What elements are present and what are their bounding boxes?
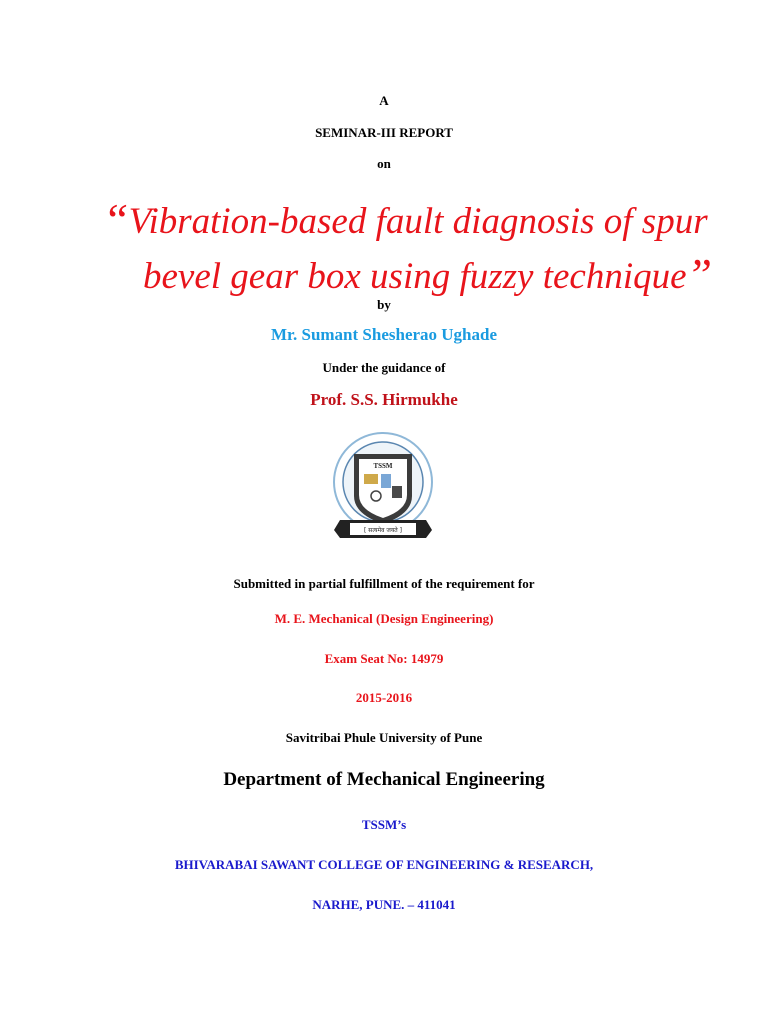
close-quote: ” <box>686 249 713 300</box>
university: Savitribai Phule University of Pune <box>285 730 483 745</box>
book-icon <box>364 474 378 484</box>
title-line-2-text: bevel gear box using fuzzy technique <box>143 256 687 297</box>
degree: M. E. Mechanical (Design Engineering) <box>274 611 494 626</box>
open-quote: “ <box>103 194 129 245</box>
college-address: NARHE, PUNE. – 411041 <box>312 897 456 912</box>
report-type: SEMINAR-III REPORT <box>315 125 453 140</box>
report-title-line-1 <box>0 193 768 246</box>
college-logo <box>328 430 438 546</box>
department: Department of Mechanical Engineering <box>223 769 545 790</box>
submission-statement: Submitted in partial fulfillment of the requirement for <box>233 576 535 591</box>
guide-name: Prof. S.S. Hirmukhe <box>310 390 458 409</box>
line-a: A <box>379 93 389 108</box>
title-line-1-text: Vibration-based fault diagnosis of spur <box>128 201 708 242</box>
tool-icon <box>381 474 391 488</box>
on-label: on <box>377 156 391 171</box>
guidance-label: Under the guidance of <box>322 360 446 375</box>
exam-seat: Exam Seat No: 14979 <box>324 651 444 666</box>
emblem-text: TSSM <box>373 462 393 470</box>
by-label: by <box>377 297 391 312</box>
report-title-line-2 <box>0 248 768 301</box>
society-name: TSSM’s <box>361 817 407 832</box>
college-name: BHIVARABAI SAWANT COLLEGE OF ENGINEERING & RESEARCH, <box>174 857 594 872</box>
equipment-icon <box>392 486 402 498</box>
ribbon-text: [ सत्यमेव जयते ] <box>364 527 402 534</box>
academic-year: 2015-2016 <box>355 690 413 705</box>
author-name: Mr. Sumant Shesherao Ughade <box>270 325 498 344</box>
